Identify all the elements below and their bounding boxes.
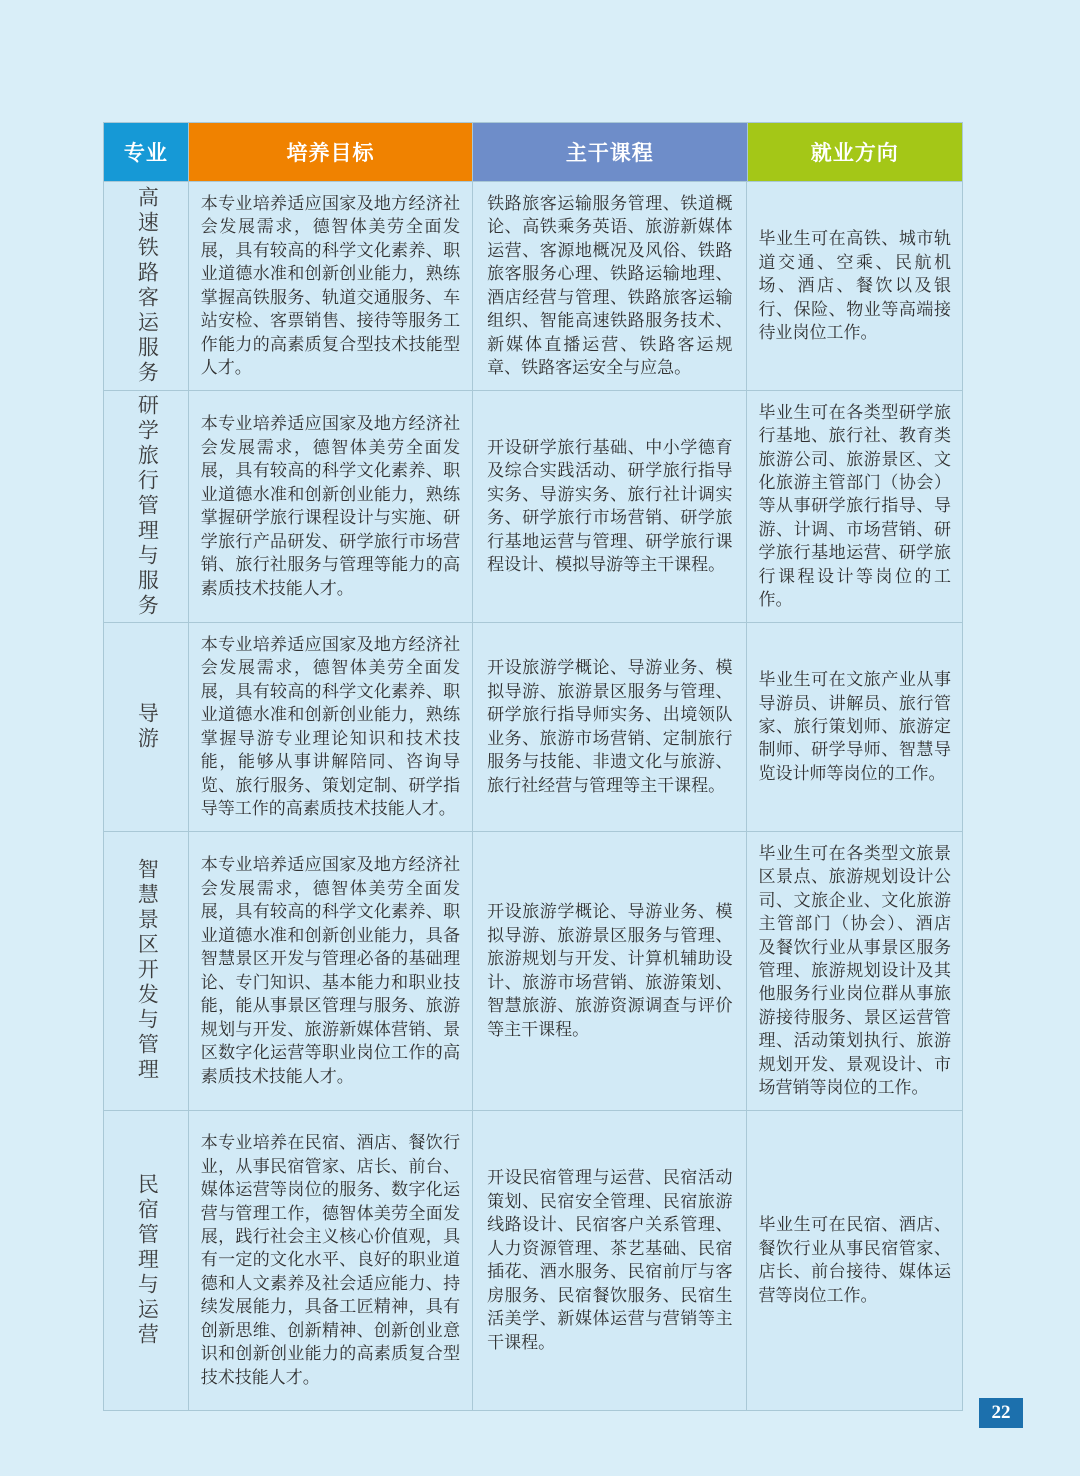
- objective-text: 本专业培养适应国家及地方经济社会发展需求，德智体美劳全面发展，具有较高的科学文化素养、职业道德水准和创新创业能力，具备智慧景区开发与管理必备的基础理论、专门知识、基本能力和职业技能，能从事景区管理与服务、旅游规划与开发、旅游新媒体营销、景区数字化运营等职业岗位工作的高素质技术技能人才。: [200, 855, 461, 1086]
- major-name: 智慧景区开发与管理: [135, 858, 159, 1084]
- major-name: 高速铁路客运服务: [135, 185, 159, 386]
- objective-cell: [189, 182, 473, 390]
- employment-text: 毕业生可在高铁、城市轨道交通、空乘、民航机场、酒店、餐饮以及银行、保险、物业等高端接待业岗位工作。: [758, 229, 951, 342]
- courses-cell: [473, 832, 747, 1110]
- major-name-cell: [104, 182, 189, 390]
- major-name: 导游: [135, 701, 159, 752]
- objective-cell: [189, 391, 473, 622]
- major-name-cell: [104, 832, 189, 1110]
- objective-cell: [189, 1111, 473, 1410]
- courses-text: 铁路旅客运输服务管理、铁道概论、高铁乘务英语、旅游新媒体运营、客源地概况及风俗、铁路旅客服务心理、铁路运输地理、酒店经营与管理、铁路旅客运输组织、智能高速铁路服务技术、新媒体直播运营、铁路客运规章、铁路客运安全与应急。: [487, 194, 733, 378]
- header-major: 专业: [104, 123, 189, 181]
- courses-text: 开设旅游学概论、导游业务、模拟导游、旅游景区服务与管理、旅游规划与开发、计算机辅助设计、旅游市场营销、旅游策划、智慧旅游、旅游资源调查与评价等主干课程。: [487, 902, 733, 1039]
- header-employment: 就业方向: [748, 123, 963, 181]
- employment-text: 毕业生可在各类型研学旅行基地、旅行社、教育类旅游公司、旅游景区、文化旅游主管部门（协会）等从事研学旅行指导、导游、计调、市场营销、研学旅行基地运营、研学旅行课程设计等岗位的工作。: [758, 402, 951, 610]
- employment-cell: [747, 1111, 962, 1410]
- table-row: [104, 1110, 962, 1410]
- employment-cell: [747, 832, 962, 1110]
- objective-cell: [189, 832, 473, 1110]
- table-row: [104, 390, 962, 622]
- courses-cell: [473, 1111, 747, 1410]
- header-courses: 主干课程: [473, 123, 747, 181]
- employment-text: 毕业生可在各类型文旅景区景点、旅游规划设计公司、文旅企业、文化旅游主管部门（协会）、酒店及餐饮行业从事景区服务管理、旅游规划设计及其他服务行业岗位群从事旅游接待服务、景区运营管理、活动策划执行、旅游规划开发、景观设计、市场营销等岗位的工作。: [758, 843, 951, 1098]
- courses-cell: [473, 623, 747, 831]
- employment-text: 毕业生可在民宿、酒店、餐饮行业从事民宿管家、店长、前台接待、媒体运营等岗位工作。: [758, 1215, 951, 1305]
- courses-cell: [473, 391, 747, 622]
- objective-cell: [189, 623, 473, 831]
- majors-table: [103, 122, 963, 1411]
- major-name: 民宿管理与运营: [135, 1172, 159, 1348]
- employment-cell: [747, 391, 962, 622]
- header-objective: 培养目标: [189, 123, 473, 181]
- objective-text: 本专业培养适应国家及地方经济社会发展需求，德智体美劳全面发展，具有较高的科学文化素养、职业道德水准和创新创业能力，熟练掌握研学旅行课程设计与实施、研学旅行产品研发、研学旅行市场营销、旅行社服务与管理等能力的高素质技术技能人才。: [200, 414, 461, 598]
- major-name: 研学旅行管理与服务: [135, 393, 159, 619]
- table-row: [104, 622, 962, 831]
- major-name-cell: [104, 1111, 189, 1410]
- employment-text: 毕业生可在文旅产业从事导游员、讲解员、旅行管家、旅行策划师、旅游定制师、研学导师、智慧导览设计师等岗位的工作。: [758, 670, 951, 783]
- page-number-badge: 22: [979, 1398, 1023, 1428]
- courses-text: 开设研学旅行基础、中小学德育及综合实践活动、研学旅行指导实务、导游实务、旅行社计调实务、研学旅行市场营销、研学旅行基地运营与管理、研学旅行课程设计、模拟导游等主干课程。: [487, 437, 733, 575]
- objective-text: 本专业培养适应国家及地方经济社会发展需求，德智体美劳全面发展，具有较高的科学文化素养、职业道德水准和创新创业能力，熟练掌握高铁服务、轨道交通服务、车站安检、客票销售、接待等服务工作能力的高素质复合型技术技能型人才。: [200, 194, 461, 378]
- courses-cell: [473, 182, 747, 390]
- courses-text: 开设旅游学概论、导游业务、模拟导游、旅游景区服务与管理、研学旅行指导师实务、出境领队业务、旅游市场营销、定制旅行服务与技能、非遗文化与旅游、旅行社经营与管理等主干课程。: [487, 658, 733, 795]
- table-row: [104, 831, 962, 1110]
- major-name-cell: [104, 623, 189, 831]
- courses-text: 开设民宿管理与运营、民宿活动策划、民宿安全管理、民宿旅游线路设计、民宿客户关系管理、人力资源管理、茶艺基础、民宿插花、酒水服务、民宿前厅与客房服务、民宿餐饮服务、民宿生活美学、新媒体运营与营销等主干课程。: [487, 1168, 733, 1352]
- employment-cell: [747, 623, 962, 831]
- table-row: [104, 181, 962, 390]
- major-name-cell: [104, 391, 189, 622]
- objective-text: 本专业培养在民宿、酒店、餐饮行业，从事民宿管家、店长、前台、媒体运营等岗位的服务、数字化运营与管理工作，德智体美劳全面发展，践行社会主义核心价值观，具有一定的文化水平、良好的职业道德和人文素养及社会适应能力、持续发展能力，具备工匠精神，具有创新思维、创新精神、创新创业意识和创新创业能力的高素质复合型技术技能人才。: [200, 1133, 461, 1387]
- objective-text: 本专业培养适应国家及地方经济社会发展需求，德智体美劳全面发展，具有较高的科学文化素养、职业道德水准和创新创业能力，熟练掌握导游专业理论知识和技术技能，能够从事讲解陪同、咨询导览、旅行服务、策划定制、研学指导等工作的高素质技术技能人才。: [200, 634, 461, 819]
- employment-cell: [747, 182, 962, 390]
- table-header-row: [104, 123, 962, 181]
